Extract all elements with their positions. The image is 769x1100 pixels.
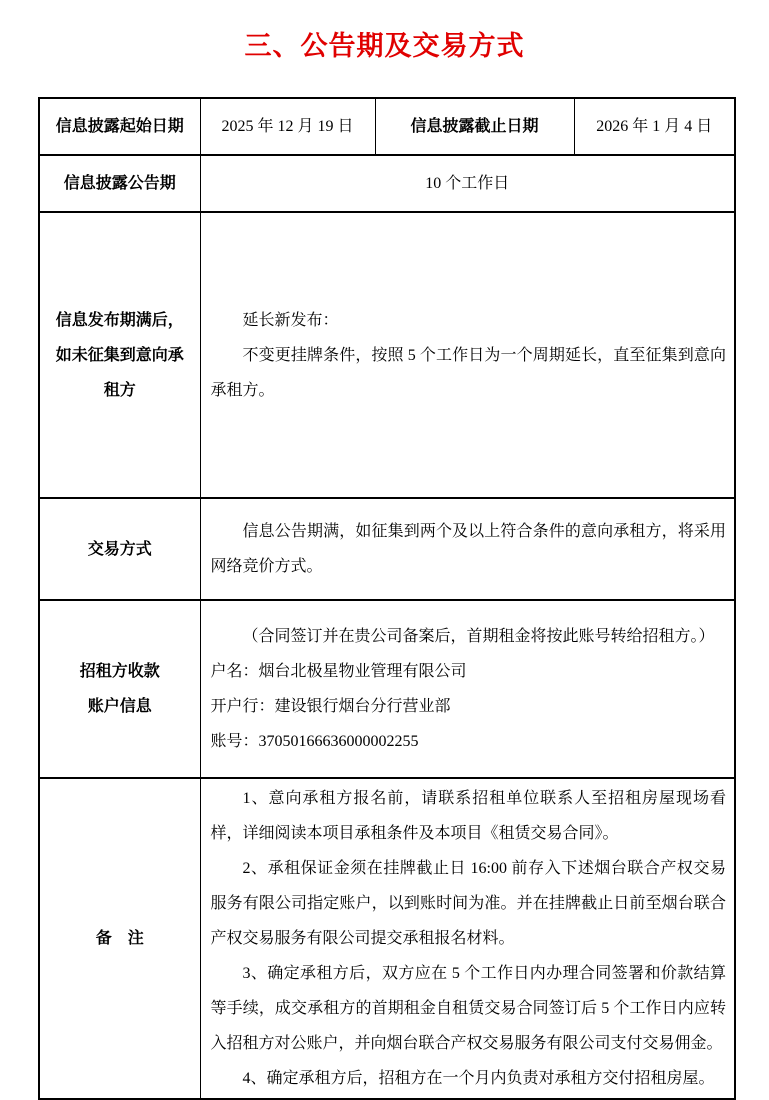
value-remarks	[200, 778, 735, 1099]
remark-item-2: 2、承租保证金须在挂牌截止日 16:00 前存入下述烟台联合产权交易服务有限公司指定账户，以到账时间为准。并在挂牌截止日前至烟台联合产权交易服务有限公司提交承租报名材料。	[210, 860, 726, 947]
remark-item-1: 1、意向承租方报名前，请联系招租单位联系人至招租房屋现场看样，详细阅读本项目承租条件及本项目《租赁交易合同》。	[210, 790, 726, 842]
remark-item-3: 3、确定承租方后，双方应在 5 个工作日内办理合同签署和价款结算等手续，成交承租方的首期租金自租赁交易合同签订后 5 个工作日内应转入招租方对公账户，并向烟台联合产权交易服务有限公司支付交易佣金。	[210, 965, 726, 1052]
transaction-method-text: 信息公告期满，如征集到两个及以上符合条件的意向承租方，将采用网络竞价方式。	[210, 523, 726, 575]
table-row-announcement-period	[39, 155, 735, 212]
value-announcement-period: 10 个工作日	[200, 155, 735, 212]
table-row-disclosure-dates	[39, 98, 735, 155]
label-account-info-line2: 账户信息	[87, 698, 152, 715]
table-row-transaction-method	[39, 498, 735, 600]
label-remarks: 备 注	[39, 778, 200, 1099]
table-row-account-info	[39, 600, 735, 778]
value-disclosure-start-date: 2025 年 12 月 19 日	[200, 98, 375, 155]
label-disclosure-end-date: 信息披露截止日期	[375, 98, 574, 155]
label-announcement-period: 信息披露公告期	[39, 155, 200, 212]
value-disclosure-end-date: 2026 年 1 月 4 日	[574, 98, 735, 155]
announcement-table	[38, 97, 736, 1100]
value-account-info	[200, 600, 735, 778]
account-bank: 开户行：建设银行烟台分行营业部	[210, 698, 451, 715]
table-row-extension-policy	[39, 212, 735, 498]
label-extension-policy: 信息发布期满后，如未征集到意向承租方	[39, 212, 200, 498]
label-account-info-line1: 招租方收款	[79, 663, 160, 680]
account-number: 账号：37050166636000002255	[210, 733, 419, 750]
label-disclosure-start-date: 信息披露起始日期	[39, 98, 200, 155]
extension-line-1: 延长新发布：	[242, 311, 339, 329]
remark-item-4: 4、确定承租方后，招租方在一个月内负责对承租方交付招租房屋。	[242, 1070, 715, 1087]
page-title: 三、公告期及交易方式	[244, 31, 525, 61]
value-extension-policy	[200, 212, 735, 498]
account-note: （合同签订并在贵公司备案后，首期租金将按此账号转给招租方。）	[242, 628, 715, 645]
value-transaction-method	[200, 498, 735, 600]
label-transaction-method: 交易方式	[39, 498, 200, 600]
table-row-remarks	[39, 778, 735, 1099]
label-account-info	[39, 600, 200, 778]
account-holder-name: 户名：烟台北极星物业管理有限公司	[210, 663, 467, 680]
extension-line-2: 不变更挂牌条件，按照 5 个工作日为一个周期延长，直至征集到意向承租方。	[210, 346, 726, 399]
